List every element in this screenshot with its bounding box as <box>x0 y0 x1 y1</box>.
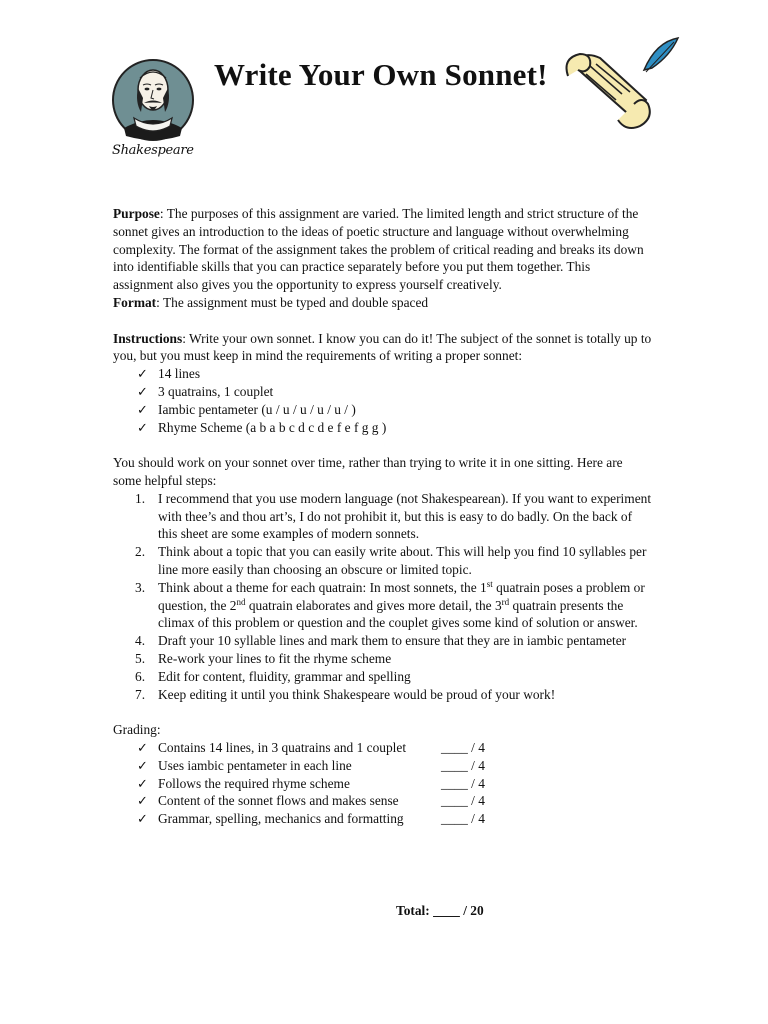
grading-score: ____ / 4 <box>441 757 485 773</box>
list-item <box>135 686 653 704</box>
page-title: Write Your Own Sonnet! <box>214 57 548 92</box>
step-number: 7. <box>135 686 146 702</box>
requirement-text: Rhyme Scheme (a b a b c d c d e f e f g g ) <box>158 419 387 435</box>
list-item <box>135 543 653 579</box>
checkmark-icon: ✓ <box>137 401 148 417</box>
list-item <box>137 401 653 419</box>
requirement-text: Iambic pentameter (u / u / u / u / u / ) <box>158 401 356 417</box>
grading-criterion: Uses iambic pentameter in each line <box>158 757 352 773</box>
grading-total: Total: ____ / 20 <box>396 903 484 918</box>
step-text: Edit for content, fluidity, grammar and spelling <box>158 668 411 684</box>
step-number: 6. <box>135 668 146 684</box>
step-number: 5. <box>135 650 146 666</box>
list-item <box>135 668 653 686</box>
grading-list <box>113 739 653 828</box>
list-item <box>137 775 653 793</box>
grading-label: Grading: <box>113 722 161 738</box>
checkmark-icon: ✓ <box>137 366 148 382</box>
list-item <box>137 419 653 437</box>
requirement-text: 3 quatrains, 1 couplet <box>158 383 274 399</box>
step-text: Draft your 10 syllable lines and mark them to ensure that they are in iambic pentameter <box>158 633 627 649</box>
step-number: 1. <box>135 490 146 506</box>
instructions-text: : Write your own sonnet. I know you can do it! The subject of the sonnet is totally up to you, but you must keep in mind the requirements of writing a proper sonnet: <box>113 330 652 364</box>
requirements-list <box>113 365 653 436</box>
checkmark-icon: ✓ <box>137 775 148 791</box>
instructions-paragraph <box>113 330 653 366</box>
list-item <box>137 810 653 828</box>
grading-score: ____ / 4 <box>441 793 485 809</box>
steps-list <box>113 490 653 704</box>
step-text: I recommend that you use modern language (not Shakespearean). If you want to experiment with thee’s and thou art’s, I do not prohibit it, but this is easy to do badly. On the back of this sheet are some examples of modern sonnets. <box>158 490 652 542</box>
worksheet-body <box>113 205 653 828</box>
scroll-quill-icon <box>560 34 682 134</box>
purpose-label: Purpose <box>113 206 160 221</box>
step-number: 4. <box>135 633 146 649</box>
checkmark-icon: ✓ <box>137 757 148 773</box>
step-text: Think about a theme for each quatrain: In most sonnets, the 1st quatrain poses a problem or question, the 2nd quatrain elaborates and gives more detail, the 3rd quatrain presents the climax of this problem or question and the couplet gives some kind of solution or answer. <box>158 578 645 631</box>
format-text: : The assignment must be typed and double spaced <box>156 294 429 310</box>
step-text: Think about a topic that you can easily write about. This will help you find 10 syllables per line more easily than choosing an obscure or limited topic. <box>158 544 647 577</box>
step-number: 2. <box>135 544 146 560</box>
shakespeare-logo-text: Shakespeare <box>112 143 194 158</box>
grading-score: ____ / 4 <box>441 775 485 791</box>
checkmark-icon: ✓ <box>137 793 148 809</box>
grading-criterion: Contains 14 lines, in 3 quatrains and 1 couplet <box>158 739 407 755</box>
grading-criterion: Grammar, spelling, mechanics and formatting <box>158 811 404 827</box>
grading-score: ____ / 4 <box>441 739 485 755</box>
checkmark-icon: ✓ <box>137 739 148 755</box>
list-item <box>137 757 653 775</box>
checkmark-icon: ✓ <box>137 383 148 399</box>
requirement-text: 14 lines <box>158 366 201 382</box>
format-label: Format <box>113 294 157 310</box>
list-item <box>137 739 653 757</box>
list-item <box>135 632 653 650</box>
list-item <box>135 490 653 543</box>
instructions-label: Instructions <box>113 330 183 346</box>
checkmark-icon: ✓ <box>137 419 148 435</box>
step-text: Keep editing it until you think Shakespeare would be proud of your work! <box>158 686 556 702</box>
list-item <box>135 650 653 668</box>
grading-score: ____ / 4 <box>441 811 485 827</box>
list-item <box>137 383 653 401</box>
step-text: Re-work your lines to fit the rhyme scheme <box>158 650 392 666</box>
step-number: 3. <box>135 579 146 595</box>
purpose-text: : The purposes of this assignment are varied. The limited length and strict structure of the sonnet gives an introduction to the ideas of poetic structure and language without overwhelming complexity. The format of the assignment takes the problem of critical reading and breaks its down into identifiable skills that you can practice separately before you put them together. This assignment also gives you the opportunity to express yourself creatively. <box>113 206 644 293</box>
steps-intro: You should work on your sonnet over time, rather than trying to write it in one sitting. Here are some helpful steps: <box>113 455 623 488</box>
grading-criterion: Follows the required rhyme scheme <box>158 775 350 791</box>
format-paragraph <box>113 294 653 312</box>
list-item <box>137 792 653 810</box>
list-item <box>135 579 653 632</box>
list-item <box>137 365 653 383</box>
checkmark-icon: ✓ <box>137 811 148 827</box>
grading-criterion: Content of the sonnet flows and makes sense <box>158 793 399 809</box>
purpose-paragraph <box>113 205 653 294</box>
